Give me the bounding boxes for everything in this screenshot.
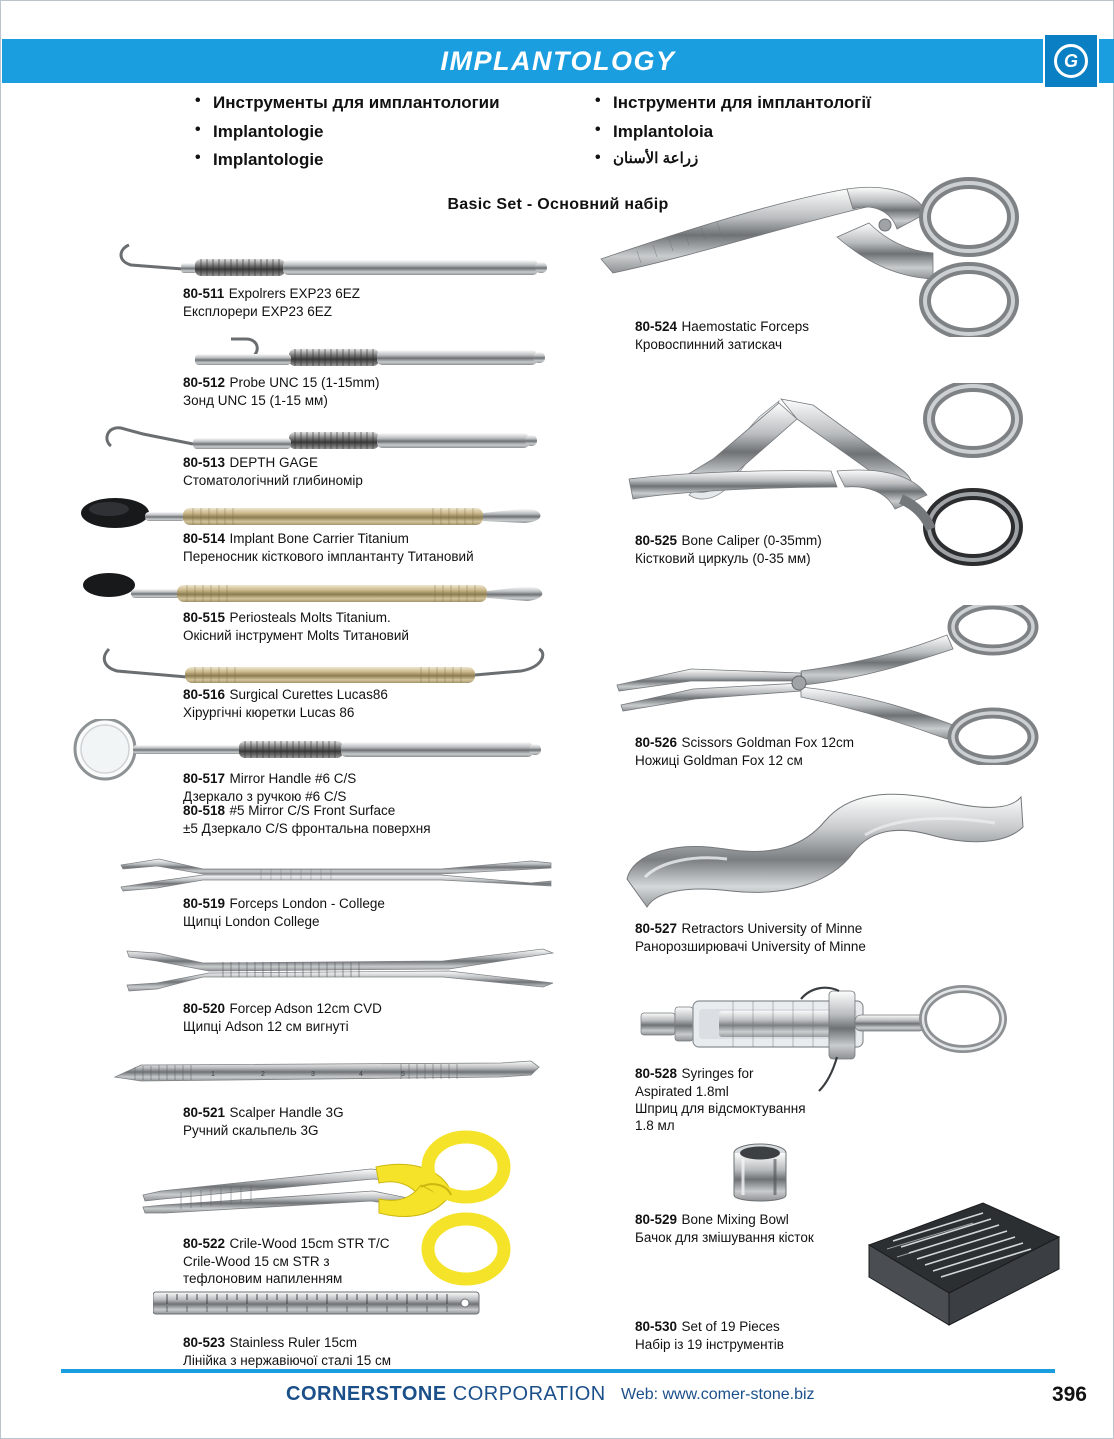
figure-retractor bbox=[615, 783, 1035, 913]
company-name-rest: CORPORATION bbox=[446, 1383, 606, 1405]
page-title: IMPLANTOLOGY bbox=[440, 45, 676, 76]
logo-glyph: G bbox=[1054, 44, 1088, 78]
section-title: Basic Set - Основний набір bbox=[447, 196, 669, 213]
item-code: 80-514 bbox=[183, 531, 226, 546]
svg-text:2: 2 bbox=[261, 1071, 265, 1078]
item-name-uk: ±5 Дзеркало C/S фронтальна поверхня bbox=[183, 821, 431, 836]
language-item: • زراعة الأسنان bbox=[591, 150, 1011, 167]
item-code: 80-523 bbox=[183, 1335, 226, 1350]
page-number: 396 bbox=[1051, 1383, 1087, 1406]
item-name-uk: Кровоспинний затискач bbox=[635, 337, 783, 352]
item-code: 80-526 bbox=[635, 735, 678, 750]
item-name-uk: Ранорозширювачі University of Minne bbox=[635, 939, 866, 954]
item-code: 80-521 bbox=[183, 1105, 226, 1120]
caption-80-519 bbox=[183, 894, 623, 931]
language-item: • Implantologie bbox=[191, 150, 591, 170]
item-code: 80-516 bbox=[183, 687, 226, 702]
caption-80-523 bbox=[183, 1333, 623, 1370]
item-code: 80-519 bbox=[183, 896, 226, 911]
item-name-en: Syringes for bbox=[681, 1066, 754, 1081]
figure-haemostatic-forceps bbox=[597, 167, 1057, 337]
company-name bbox=[286, 1383, 606, 1406]
item-name-en: Crile-Wood 15cm STR T/C bbox=[229, 1236, 390, 1251]
language-item: • Implantoloia bbox=[591, 122, 1011, 142]
item-code: 80-525 bbox=[635, 533, 678, 548]
item-name-uk: Хірургічні кюретки Lucas 86 bbox=[183, 705, 355, 720]
item-name-en: Probe UNC 15 (1-15mm) bbox=[229, 375, 380, 390]
item-name-en: DEPTH GAGE bbox=[229, 455, 319, 470]
language-item: • Інструменти для імплантології bbox=[591, 93, 1011, 113]
item-name-en: Stainless Ruler 15cm bbox=[229, 1335, 358, 1350]
item-code: 80-517 bbox=[183, 771, 226, 786]
item-name-uk: Зонд UNC 15 (1-15 мм) bbox=[183, 393, 328, 408]
figure-bone-mixing-bowl bbox=[725, 1141, 795, 1213]
item-code: 80-527 bbox=[635, 921, 678, 936]
svg-text:5: 5 bbox=[401, 1071, 405, 1078]
item-name-en: Retractors University of Minne bbox=[681, 921, 863, 936]
item-name-en: Set of 19 Pieces bbox=[681, 1319, 780, 1334]
figure-ruler bbox=[153, 1290, 483, 1318]
item-name-en-line2: Aspirated 1.8ml bbox=[635, 1084, 729, 1099]
caption-80-518 bbox=[183, 801, 623, 838]
item-name-uk-line2: тефлоновим напиленням bbox=[183, 1270, 343, 1286]
item-name-uk-line2: 1.8 мл bbox=[635, 1117, 675, 1133]
caption-80-524 bbox=[635, 317, 1055, 354]
item-code: 80-515 bbox=[183, 610, 226, 625]
page-header bbox=[2, 39, 1114, 83]
item-name-uk: Шприц для відсмоктування bbox=[635, 1100, 806, 1116]
figure-explorer bbox=[111, 239, 551, 289]
item-name-en: Implant Bone Carrier Titanium bbox=[229, 531, 409, 546]
item-name-uk: Щипці Adson 12 см вигнуті bbox=[183, 1019, 349, 1034]
item-name-en: Scissors Goldman Fox 12cm bbox=[681, 735, 855, 750]
item-name-uk: Окісний інструмент Molts Титановий bbox=[183, 628, 409, 643]
footer-divider bbox=[61, 1369, 1055, 1373]
item-name-en: Haemostatic Forceps bbox=[681, 319, 810, 334]
item-code: 80-528 bbox=[635, 1066, 678, 1081]
item-name-uk: Експлорери EXP23 6EZ bbox=[183, 304, 333, 319]
caption-80-516 bbox=[183, 685, 623, 722]
svg-text:1: 1 bbox=[211, 1071, 215, 1078]
svg-text:3: 3 bbox=[311, 1071, 315, 1078]
company-logo bbox=[1043, 33, 1099, 89]
caption-80-525 bbox=[635, 531, 1055, 568]
item-code: 80-511 bbox=[183, 286, 225, 301]
item-name-en: Periosteals Molts Titanium. bbox=[229, 610, 391, 625]
caption-80-512 bbox=[183, 373, 603, 410]
item-name-en: Expolrers EXP23 6EZ bbox=[228, 286, 361, 301]
item-name-en: Surgical Curettes Lucas86 bbox=[229, 687, 388, 702]
item-name-uk: Кістковий циркуль (0-35 мм) bbox=[635, 551, 811, 566]
language-list bbox=[191, 93, 1011, 179]
language-column-left bbox=[191, 93, 591, 179]
caption-80-528 bbox=[635, 1064, 885, 1135]
caption-80-514 bbox=[183, 529, 623, 566]
caption-80-526 bbox=[635, 733, 1055, 770]
caption-80-511 bbox=[183, 284, 603, 321]
caption-80-520 bbox=[183, 999, 623, 1036]
item-name-en: Bone Caliper (0-35mm) bbox=[681, 533, 822, 548]
figure-adson-forceps bbox=[113, 939, 563, 997]
svg-text:4: 4 bbox=[359, 1071, 363, 1078]
item-code: 80-524 bbox=[635, 319, 678, 334]
item-name-en: Scalper Handle 3G bbox=[229, 1105, 344, 1120]
item-code: 80-529 bbox=[635, 1212, 678, 1227]
website-url[interactable]: Web: www.comer-stone.biz bbox=[621, 1386, 815, 1403]
item-name-en: Bone Mixing Bowl bbox=[681, 1212, 789, 1227]
item-code: 80-530 bbox=[635, 1319, 678, 1334]
item-name-uk: Бачок для змішування кісток bbox=[635, 1230, 814, 1245]
item-name-uk: Стоматологічний глибиномір bbox=[183, 473, 363, 488]
item-code: 80-512 bbox=[183, 375, 226, 390]
page-footer bbox=[1, 1383, 1114, 1423]
item-name-uk: Переносник кісткового імплантанту Титановий bbox=[183, 549, 474, 564]
language-item: • Инструменты для имплантологии bbox=[191, 93, 591, 113]
caption-80-527 bbox=[635, 919, 1055, 956]
item-code: 80-520 bbox=[183, 1001, 226, 1016]
item-name-en: Mirror Handle #6 C/S bbox=[229, 771, 357, 786]
item-code: 80-518 bbox=[183, 803, 226, 818]
figure-london-college-forceps bbox=[111, 847, 561, 899]
item-name-uk: Crile-Wood 15 см STR з bbox=[183, 1254, 330, 1269]
item-name-en: #5 Mirror C/S Front Surface bbox=[229, 803, 396, 818]
item-name-uk: Ручний скальпель 3G bbox=[183, 1123, 319, 1138]
caption-80-522 bbox=[183, 1234, 623, 1288]
language-item: • Implantologie bbox=[191, 122, 591, 142]
item-name-uk: Набір із 19 інструментів bbox=[635, 1337, 784, 1352]
caption-80-530 bbox=[635, 1317, 955, 1354]
caption-80-515 bbox=[183, 608, 623, 645]
caption-80-513 bbox=[183, 453, 603, 490]
figure-scalpel-handle bbox=[101, 1049, 551, 1097]
item-name-uk: Щипці London College bbox=[183, 914, 320, 929]
item-code: 80-522 bbox=[183, 1236, 226, 1251]
item-name-uk: Ножиці Goldman Fox 12 см bbox=[635, 753, 803, 768]
item-name-uk: Дзеркало з ручкою #6 C/S bbox=[183, 789, 347, 804]
company-name-bold: CORNERSTONE bbox=[286, 1383, 447, 1405]
item-code: 80-513 bbox=[183, 455, 226, 470]
item-name-en: Forceps London - College bbox=[229, 896, 385, 911]
item-name-en: Forcep Adson 12cm CVD bbox=[229, 1001, 382, 1016]
language-column-right bbox=[591, 93, 1011, 179]
item-name-uk: Лінійка з нержавіючої сталі 15 см bbox=[183, 1353, 392, 1368]
